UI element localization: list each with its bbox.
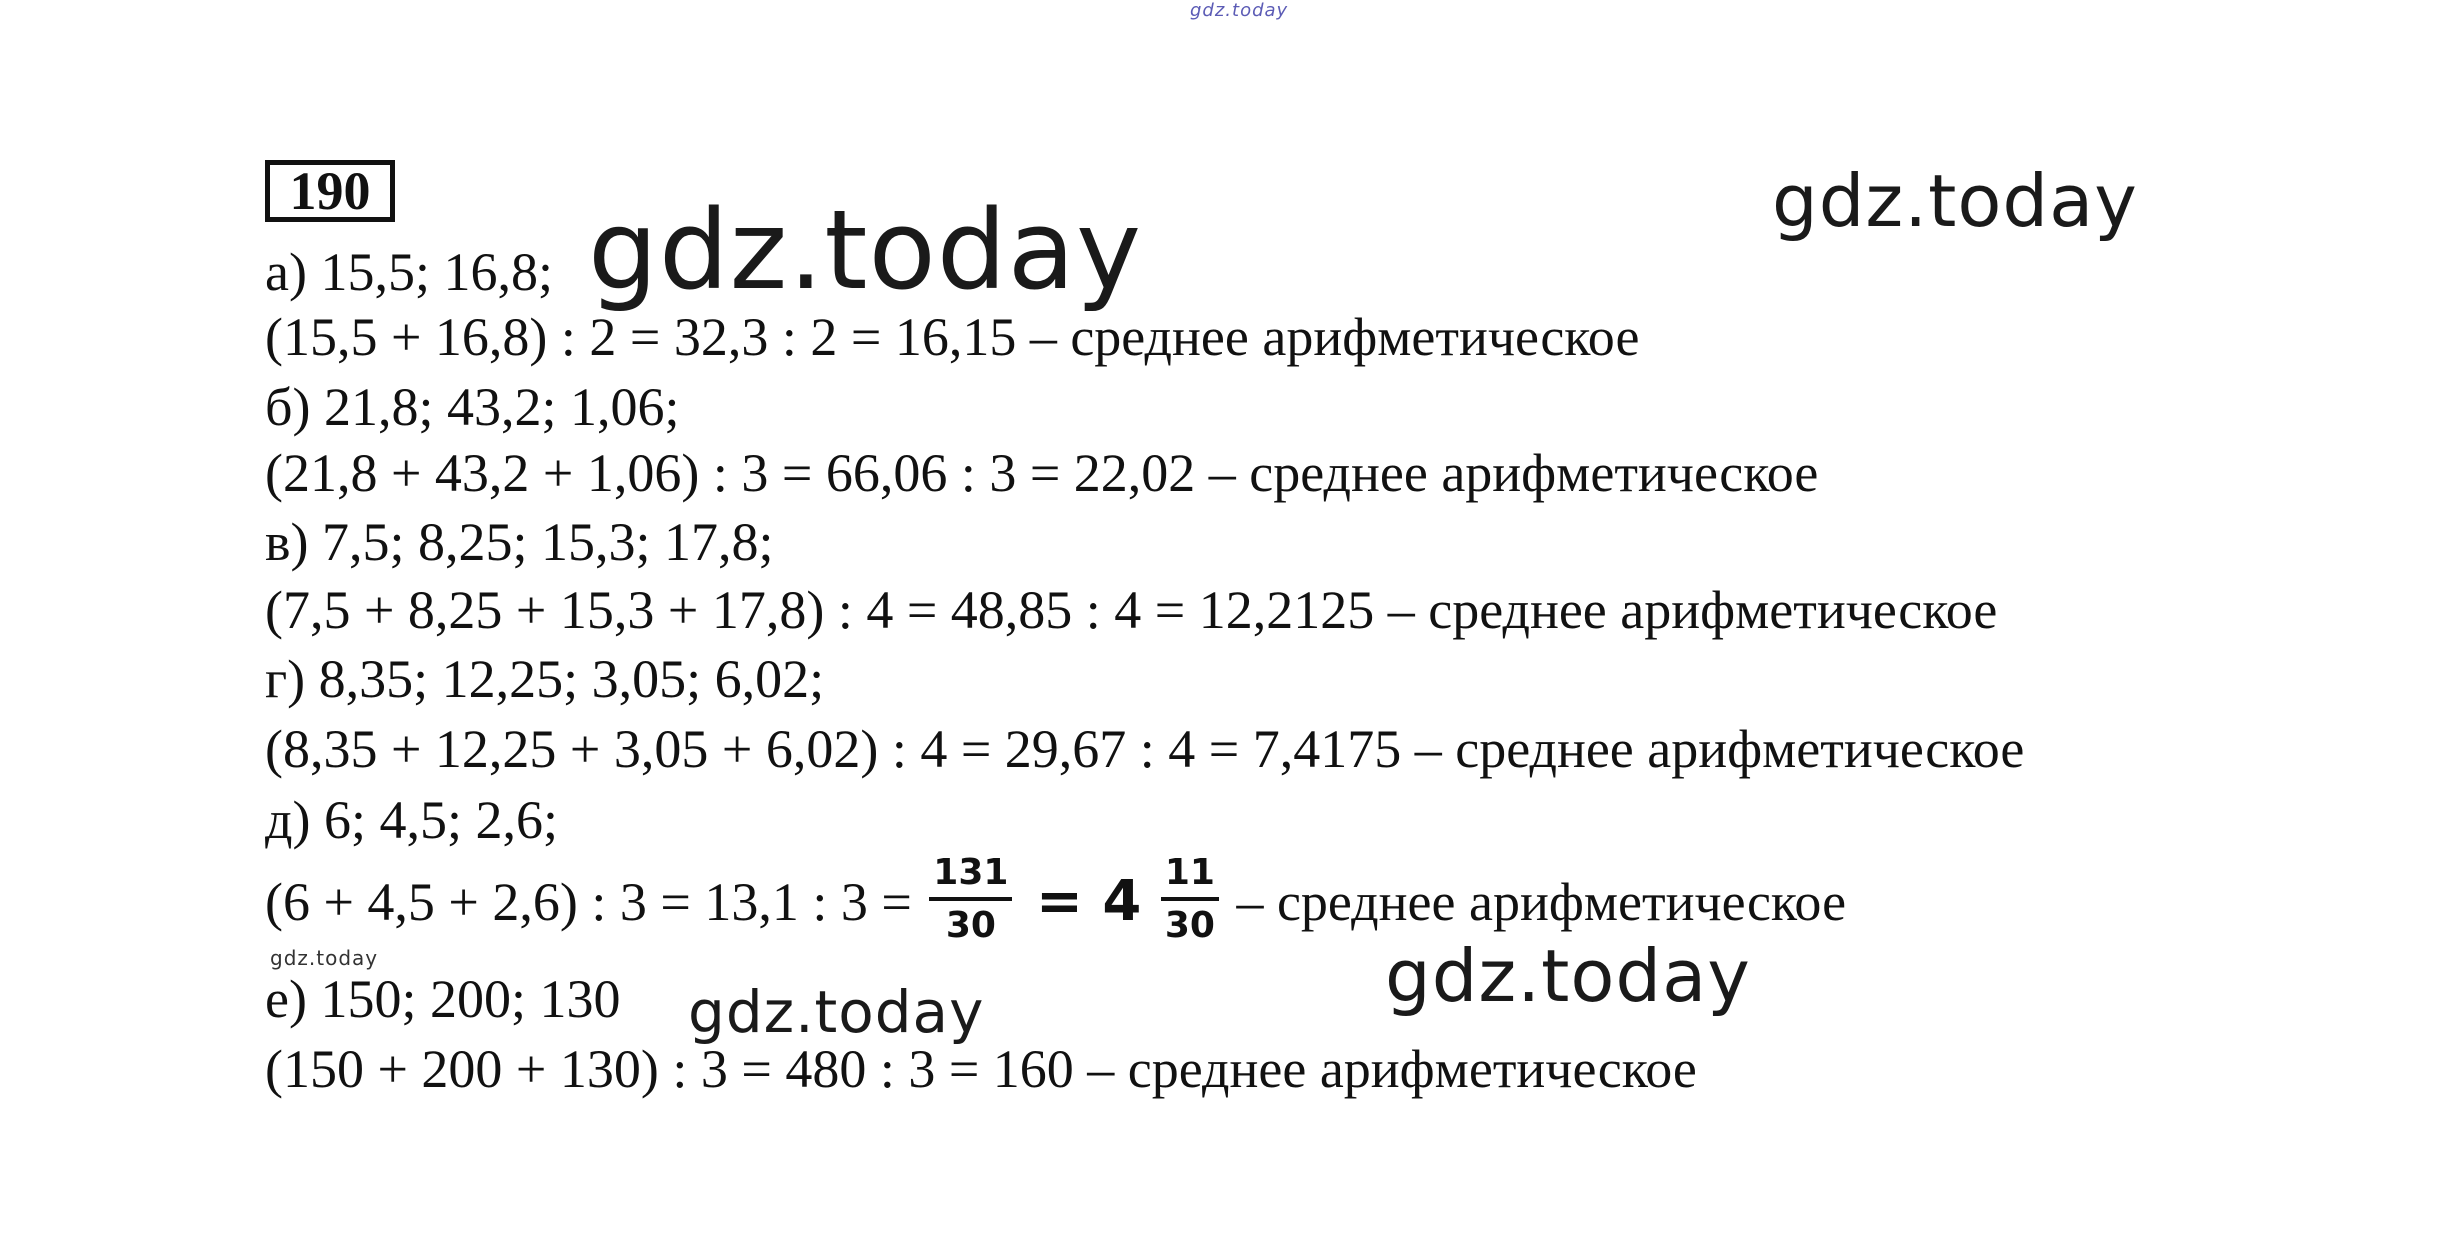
fraction-denominator: 30 [945,905,996,947]
mixed-number-whole: 4 [1102,868,1142,934]
line-e-values: е) 150; 200; 130 [265,969,621,1029]
line-a-calc: (15,5 + 16,8) : 2 = 32,3 : 2 = 16,15 – среднее арифметическое [265,307,1640,367]
line-d-values: д) 6; 4,5; 2,6; [265,790,558,850]
line-v-values: в) 7,5; 8,25; 15,3; 17,8; [265,512,774,572]
watermark-right: gdz.today [1772,159,2138,243]
line-b-values: б) 21,8; 43,2; 1,06; [265,377,680,437]
fraction-131-30 [929,852,1012,947]
watermark-large: gdz.today [588,186,1143,314]
line-e-calc: (150 + 200 + 130) : 3 = 480 : 3 = 160 – среднее арифметическое [265,1039,1697,1099]
fraction-numerator: 11 [1161,852,1219,901]
equals-sign: = [1035,868,1083,934]
line-g-values: г) 8,35; 12,25; 3,05; 6,02; [265,649,825,709]
problem-number-box [265,160,395,222]
watermark-small-left: gdz.today [270,946,379,970]
watermark-lower-mid: gdz.today [688,978,985,1046]
line-b-calc: (21,8 + 43,2 + 1,06) : 3 = 66,06 : 3 = 22,02 – среднее арифметическое [265,443,1819,503]
line-d-calc-prefix: (6 + 4,5 + 2,6) : 3 = 13,1 : 3 = [265,871,912,932]
fraction-numerator: 131 [929,852,1012,901]
line-g-calc: (8,35 + 12,25 + 3,05 + 6,02) : 4 = 29,67 : 4 = 7,4175 – среднее арифметическое [265,719,2025,779]
line-d-calc-suffix: – среднее арифметическое [1236,871,1847,932]
line-a-values: а) 15,5; 16,8; [265,242,553,302]
line-v-calc: (7,5 + 8,25 + 15,3 + 17,8) : 4 = 48,85 : 4 = 12,2125 – среднее арифметическое [265,580,1998,640]
fraction-11-30 [1161,852,1219,947]
watermark-mid-right: gdz.today [1385,934,1751,1018]
fraction-denominator: 30 [1164,905,1215,947]
watermark-top-small: gdz.today [1190,0,1289,21]
problem-number: 190 [289,161,371,221]
